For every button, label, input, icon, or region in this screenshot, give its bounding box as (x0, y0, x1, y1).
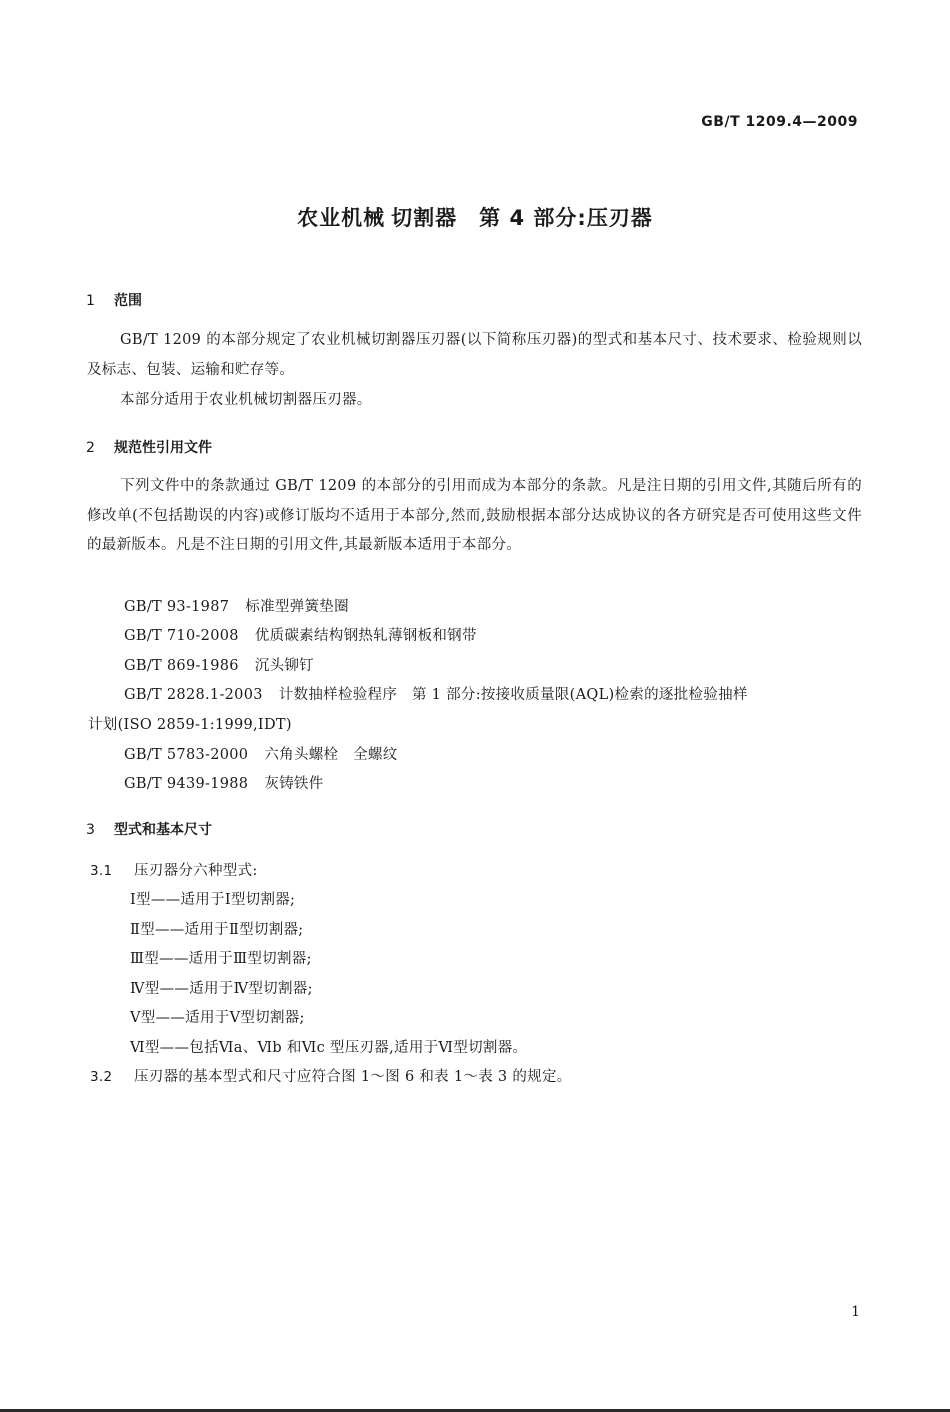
reference-item (124, 685, 748, 705)
reference-title: 六角头螺栓 全螺纹 (264, 747, 398, 763)
reference-code: GB/T 710-2008 (124, 628, 239, 644)
reference-title: 沉头铆钉 (254, 658, 314, 674)
section-2-number: 2 (86, 440, 95, 456)
subclause-3-2 (90, 1067, 572, 1087)
type-item: Ⅵ型——包括Ⅵa、Ⅵb 和Ⅵc 型压刃器,适用于Ⅵ型切割器。 (130, 1040, 528, 1056)
reference-item (124, 626, 477, 646)
reference-item (124, 597, 349, 617)
title-part-1: 农业机械 (297, 206, 386, 230)
type-item: Ⅰ型——适用于Ⅰ型切割器; (130, 892, 296, 908)
reference-code: GB/T 5783-2000 (124, 747, 249, 763)
title-part-4: 压刃器 (586, 206, 653, 230)
reference-item (124, 656, 314, 676)
section-3-number: 3 (86, 822, 95, 838)
section-2-heading (86, 437, 212, 457)
section-2-title: 规范性引用文件 (114, 440, 212, 456)
reference-title: 计划(ISO 2859-1:1999,IDT) (88, 717, 292, 733)
subclause-number: 3.1 (90, 863, 113, 879)
reference-title: 灰铸铁件 (264, 776, 324, 792)
subclause-text: 压刃器的基本型式和尺寸应符合图 1～图 6 和表 1～表 3 的规定。 (134, 1069, 572, 1085)
reference-code: GB/T 93-1987 (124, 599, 230, 615)
section-3-heading (86, 819, 212, 839)
reference-item (124, 774, 324, 794)
type-item: Ⅲ型——适用于Ⅲ型切割器; (130, 951, 312, 967)
reference-title: 标准型弹簧垫圈 (245, 599, 349, 615)
type-item: Ⅳ型——适用于Ⅳ型切割器; (130, 981, 313, 997)
section-1-number: 1 (86, 293, 95, 309)
subclause-3-1 (90, 861, 258, 881)
reference-code: GB/T 2828.1-2003 (124, 687, 263, 703)
section-1-heading (86, 290, 142, 310)
subclause-number: 3.2 (90, 1069, 113, 1085)
title-part-3: 第 4 部分 (479, 206, 578, 230)
section-2-intro: 下列文件中的条款通过 GB/T 1209 的本部分的引用而成为本部分的条款。凡是注日期的引用文件,其随后所有的修改单(不包括勘误的内容)或修订版均不适用于本部分,然而,鼓励根据本部分达成协议的各方研究是否可使用这些文件的最新版本。凡是不注日期的引用文件,其最新版本适用于本部分。 (87, 478, 862, 553)
document-title: 农业机械 切割器 第 4 部分:压刃器 (297, 206, 653, 230)
type-item: Ⅴ型——适用于Ⅴ型切割器; (130, 1010, 305, 1026)
reference-item (124, 745, 398, 765)
section-1-paragraph-2: 本部分适用于农业机械切割器压刃器。 (120, 392, 372, 408)
standard-code: GB/T 1209.4—2009 (701, 114, 858, 130)
reference-code: GB/T 869-1986 (124, 658, 239, 674)
reference-item-continuation (88, 715, 292, 735)
reference-title: 优质碳素结构钢热轧薄钢板和钢带 (254, 628, 477, 644)
section-1-paragraph-1: GB/T 1209 的本部分规定了农业机械切割器压刃器(以下简称压刃器)的型式和基本尺寸、技术要求、检验规则以及标志、包装、运输和贮存等。 (87, 332, 862, 378)
type-item: Ⅱ型——适用于Ⅱ型切割器; (130, 922, 304, 938)
title-part-2: 切割器 (391, 206, 458, 230)
page-number: 1 (851, 1304, 860, 1320)
reference-title: 计数抽样检验程序 第 1 部分:按接收质量限(AQL)检索的逐批检验抽样 (278, 687, 748, 703)
section-1-title: 范围 (114, 293, 142, 309)
section-3-title: 型式和基本尺寸 (114, 822, 212, 838)
subclause-text: 压刃器分六种型式: (134, 863, 258, 879)
reference-code: GB/T 9439-1988 (124, 776, 249, 792)
